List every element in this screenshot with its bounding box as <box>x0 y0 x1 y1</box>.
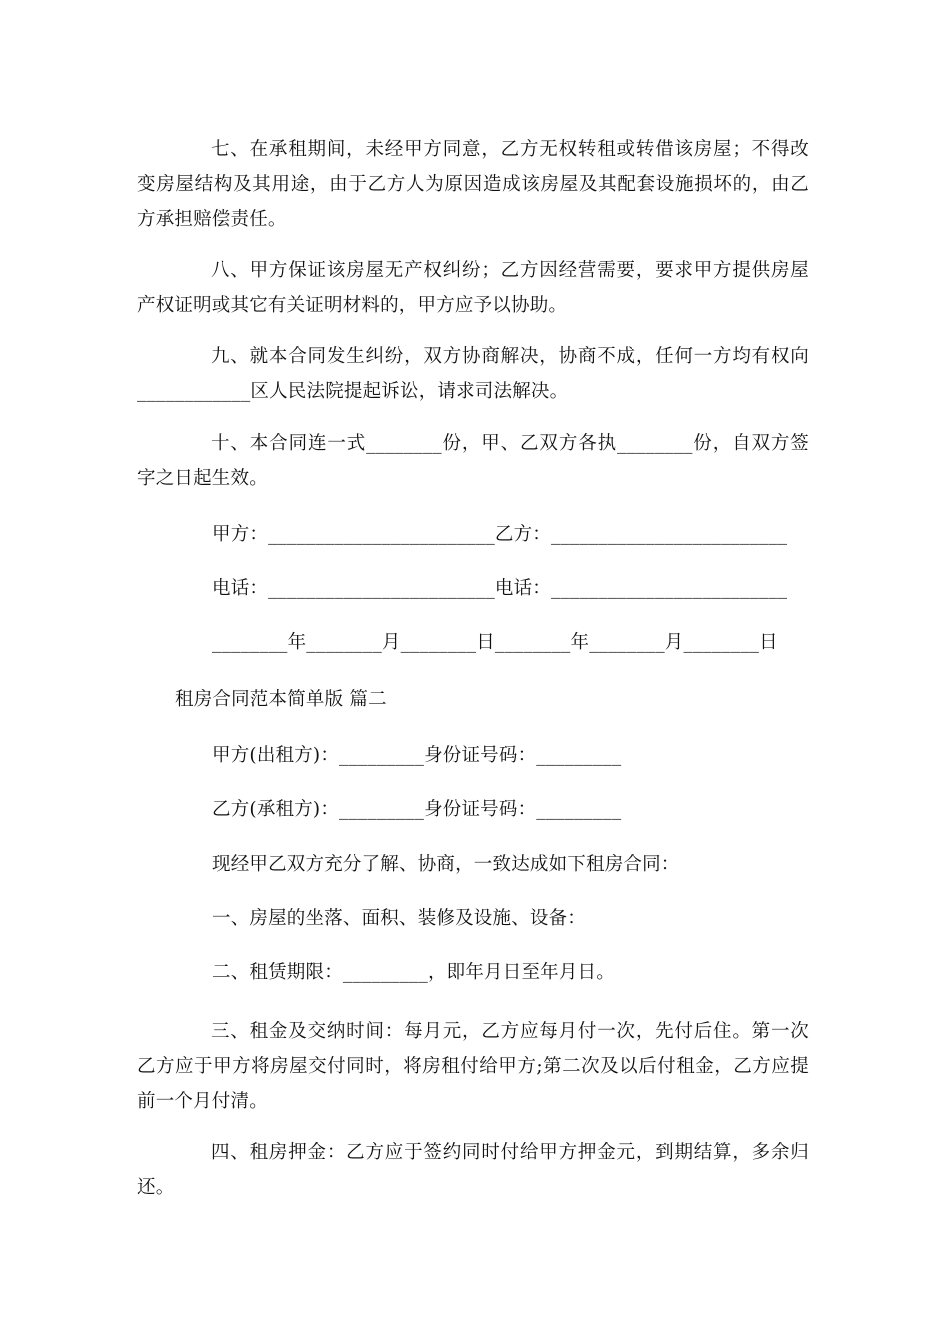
clause-9: 九、就本合同发生纠纷，双方协商解决，协商不成，任何一方均有权向____________区人民法院提起诉讼，请求司法解决。 <box>137 346 809 402</box>
tenant-line: 乙方(承租方)：_________身份证号码：_________ <box>212 799 622 820</box>
clause-7: 七、在承租期间，未经甲方同意，乙方无权转租或转借该房屋；不得改变房屋结构及其用途，由于乙方人为原因造成该房屋及其配套设施损坏的，由乙方承担赔偿责任。 <box>137 139 809 230</box>
clause-8: 八、甲方保证该房屋无产权纠纷；乙方因经营需要，要求甲方提供房屋产权证明或其它有关证明材料的，甲方应予以协助。 <box>137 260 809 316</box>
item-4: 四、租房押金：乙方应于签约同时付给甲方押金元，到期结算，多余归还。 <box>137 1142 809 1198</box>
signature-date-line: ________年________月________日________年________月________日 <box>212 632 778 653</box>
item-3: 三、租金及交纳时间：每月元，乙方应每月付一次，先付后住。第一次乙方应于甲方将房屋交付同时，将房租付给甲方;第二次及以后付租金，乙方应提前一个月付清。 <box>137 1021 809 1112</box>
contract-intro: 现经甲乙双方充分了解、协商，一致达成如下租房合同： <box>212 854 680 875</box>
signature-phone-line: 电话：________________________电话：_________________________ <box>212 578 788 599</box>
landlord-line: 甲方(出租方)：_________身份证号码：_________ <box>212 745 622 766</box>
section-title: 租房合同范本简单版 篇二 <box>175 689 387 710</box>
item-2: 二、租赁期限：_________，即年月日至年月日。 <box>212 962 615 983</box>
clause-10: 十、本合同连一式________份，甲、乙双方各执________份，自双方签字之日起生效。 <box>137 433 809 489</box>
item-1: 一、房屋的坐落、面积、装修及设施、设备： <box>212 908 587 929</box>
signature-party-line: 甲方：________________________乙方：_________________________ <box>212 524 788 545</box>
